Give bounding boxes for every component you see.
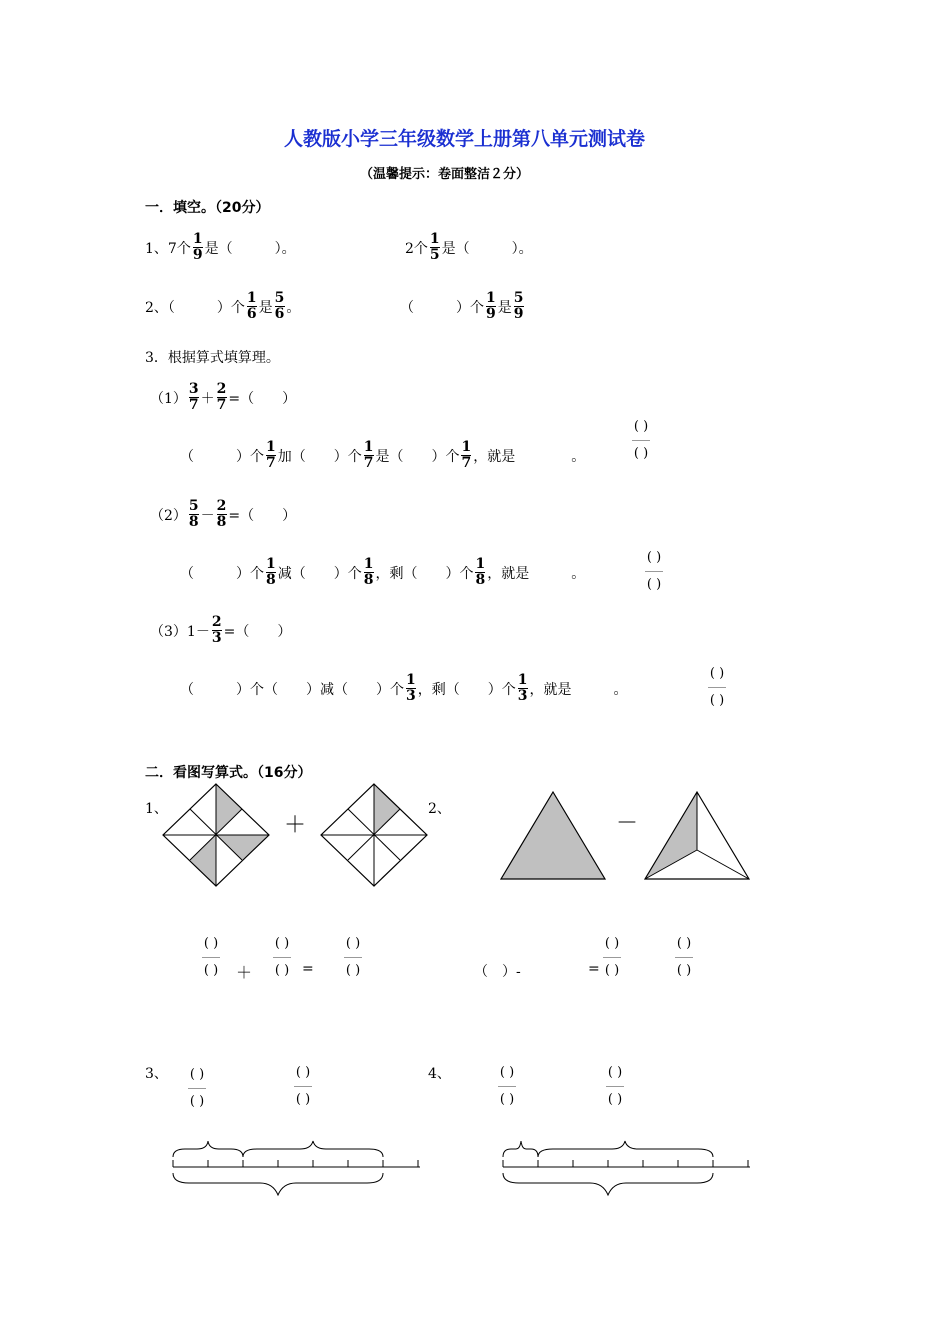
s2-q1-eq: = [302,961,314,977]
number-line-4 [495,1135,755,1205]
q3-p2-reason: （ ）个 $\frac{1}{8}$ 减（ ）个 $\frac{1}{8}$ ，剩（ ）个 $\frac{1}{8}$ ，就是 。 [180,556,586,588]
s2-q1-ans3[interactable]: ( ) ( ) [345,936,361,978]
q3-p2-answer-fraction[interactable]: ( ) ( ) [646,550,662,592]
s2-q1-plus: ＋ [236,963,253,982]
section2-heading: 二．看图写算式。（16分） [145,765,312,781]
q1-b-fraction: $\frac{1}{5}$ [429,231,440,263]
s2-q2-row-prefix: （ ）- [474,964,521,980]
q3-p3-answer-fraction[interactable]: ( ) ( ) [709,666,725,708]
s2-q4-ans2[interactable]: ( ) ( ) [607,1065,623,1107]
q1-b-prefix: 2个 [405,240,428,257]
diamond-figure-2 [321,784,427,886]
q3-p1-answer-fraction[interactable]: ( ) ( ) [633,419,649,461]
q3-p1-reason: （ ）个 $\frac{1}{7}$ 加（ ）个 $\frac{1}{7}$ 是（ ）个 $\frac{1}{7}$ ，就是 。 [180,439,586,471]
s2-q1-label: 1、 [145,801,168,817]
q3-p3-reason: （ ）个（ ）减（ ）个 $\frac{1}{3}$ ，剩（ ）个 $\frac{1}{3}$ ，就是 。 [180,672,628,704]
triangle-figure-split [645,792,749,880]
q1-b [405,232,533,263]
section1-heading: 一．填空。（20分） [145,200,270,216]
q2-a: 2、（ ）个 $\frac{1}{6}$ 是 $\frac{5}{6}$ 。 [145,290,301,322]
q3-p1-expr: （1） $\frac{3}{7}$ ＋ $\frac{2}{7}$ =（ ） [150,381,297,413]
s2-q3-ans1[interactable]: ( ) ( ) [189,1067,205,1109]
page-subtitle: （温馨提示：卷面整洁２分） [360,167,530,182]
s2-q3-label: 3、 [145,1066,168,1082]
s2-q2-label: 2、 [428,801,451,817]
q3-p2-expr: （2） $\frac{5}{8}$ － $\frac{2}{8}$ =（ ） [150,498,297,530]
q1-a-suffix: 是（ ）。 [204,240,296,257]
q3-heading: 3．根据算式填算理。 [145,350,280,366]
triangle-figure-full [501,792,605,880]
s2-q1-ans1[interactable]: ( ) ( ) [203,936,219,978]
s2-q2-eq: = [588,961,600,977]
number-line-3 [165,1135,425,1205]
s2-q4-label: 4、 [428,1066,451,1082]
s2-q1-ans2[interactable]: ( ) ( ) [274,936,290,978]
diamond-figure-1 [163,784,269,886]
s2-q2-ans2[interactable]: ( ) ( ) [676,936,692,978]
page-title: 人教版小学三年级数学上册第八单元测试卷 [284,128,646,150]
q1-a-prefix: 1、7个 [145,240,191,257]
s2-q4-ans1[interactable]: ( ) ( ) [499,1065,515,1107]
q1-a-fraction: $\frac{1}{9}$ [192,231,203,263]
q3-p3-expr: （3） 1－ $\frac{2}{3}$ =（ ） [150,614,292,646]
plus-sign: ＋ [284,813,307,838]
s2-q3-ans2[interactable]: ( ) ( ) [295,1065,311,1107]
q1-a [145,232,296,263]
q1-b-suffix: 是（ ）。 [441,240,533,257]
minus-sign: － [616,811,639,836]
s2-q2-ans1[interactable]: ( ) ( ) [604,936,620,978]
q2-b: （ ）个 $\frac{1}{9}$ 是 $\frac{5}{9}$ [400,290,524,322]
